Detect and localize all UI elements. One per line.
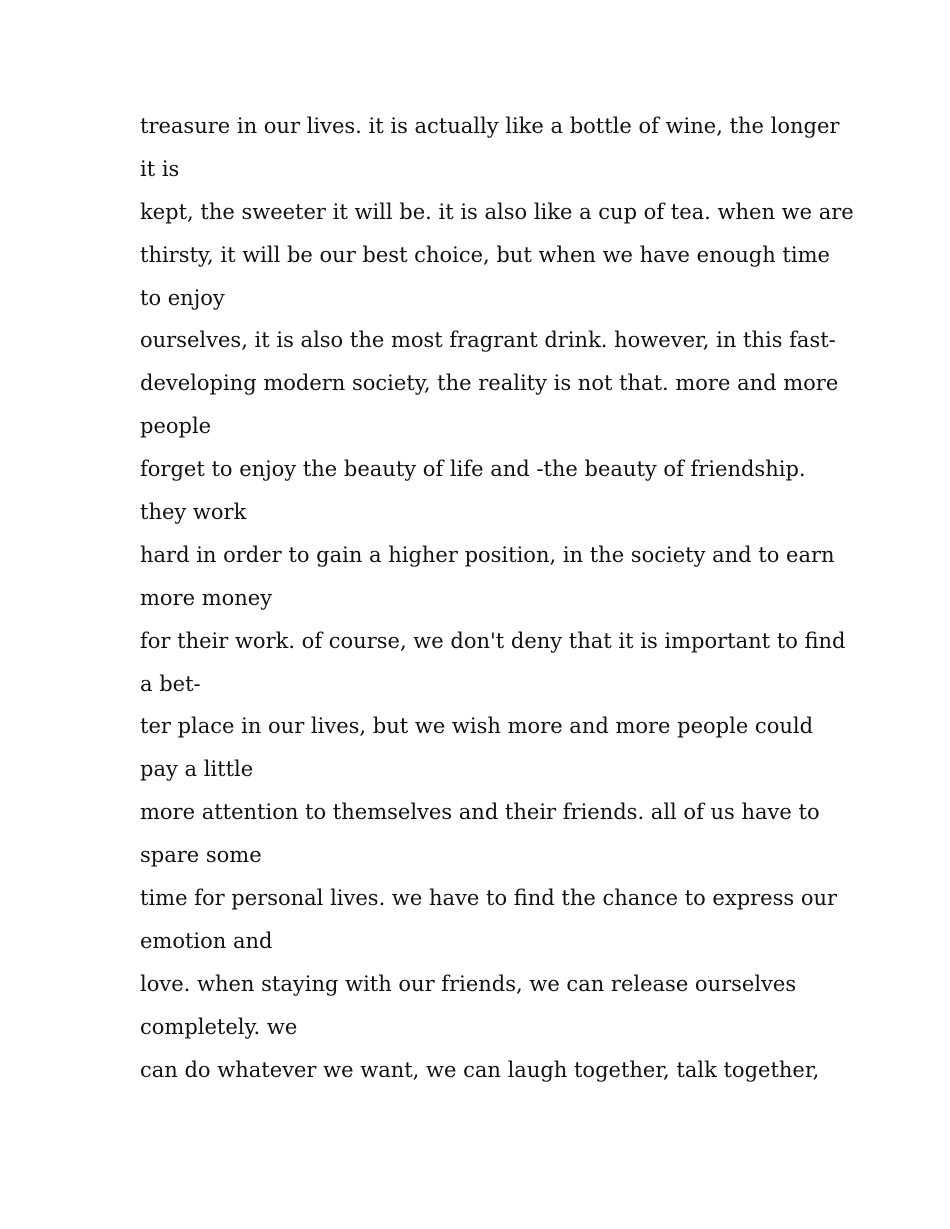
text-line: developing modern society, the reality is not that. more and more: [140, 371, 839, 396]
text-line: they work: [140, 500, 247, 525]
text-line: can do whatever we want, we can laugh together, talk together,: [140, 1057, 820, 1082]
text-line: to enjoy: [140, 285, 225, 310]
text-line: it is: [140, 156, 180, 181]
text-line: more money: [140, 585, 273, 610]
text-line: time for personal lives. we have to find the chance to express our: [140, 886, 838, 911]
text-line: thirsty, it will be our best choice, but when we have enough time: [140, 242, 830, 267]
text-line: kept, the sweeter it will be. it is also like a cup of tea. when we are: [140, 199, 854, 224]
text-line: hard in order to gain a higher position, in the society and to earn: [140, 542, 835, 567]
text-line: more attention to themselves and their friends. all of us have to: [140, 800, 820, 825]
text-line: spare some: [140, 843, 262, 868]
body-text: [140, 105, 854, 1091]
text-line: a bet-: [140, 671, 201, 696]
text-line: pay a little: [140, 757, 254, 782]
text-line: treasure in our lives. it is actually like a bottle of wine, the longer: [140, 114, 840, 138]
text-line: ourselves, it is also the most fragrant drink. however, in this fast-: [140, 328, 836, 353]
text-line: ter place in our lives, but we wish more and more people could: [140, 714, 814, 739]
text-line: completely. we: [140, 1014, 298, 1039]
text-line: people: [140, 414, 212, 439]
text-line: emotion and: [140, 928, 273, 953]
text-line: love. when staying with our friends, we can release ourselves: [140, 971, 797, 996]
text-line: for their work. of course, we don't deny that it is important to find: [140, 628, 846, 653]
text-line: forget to enjoy the beauty of life and -the beauty of friendship.: [140, 457, 806, 482]
